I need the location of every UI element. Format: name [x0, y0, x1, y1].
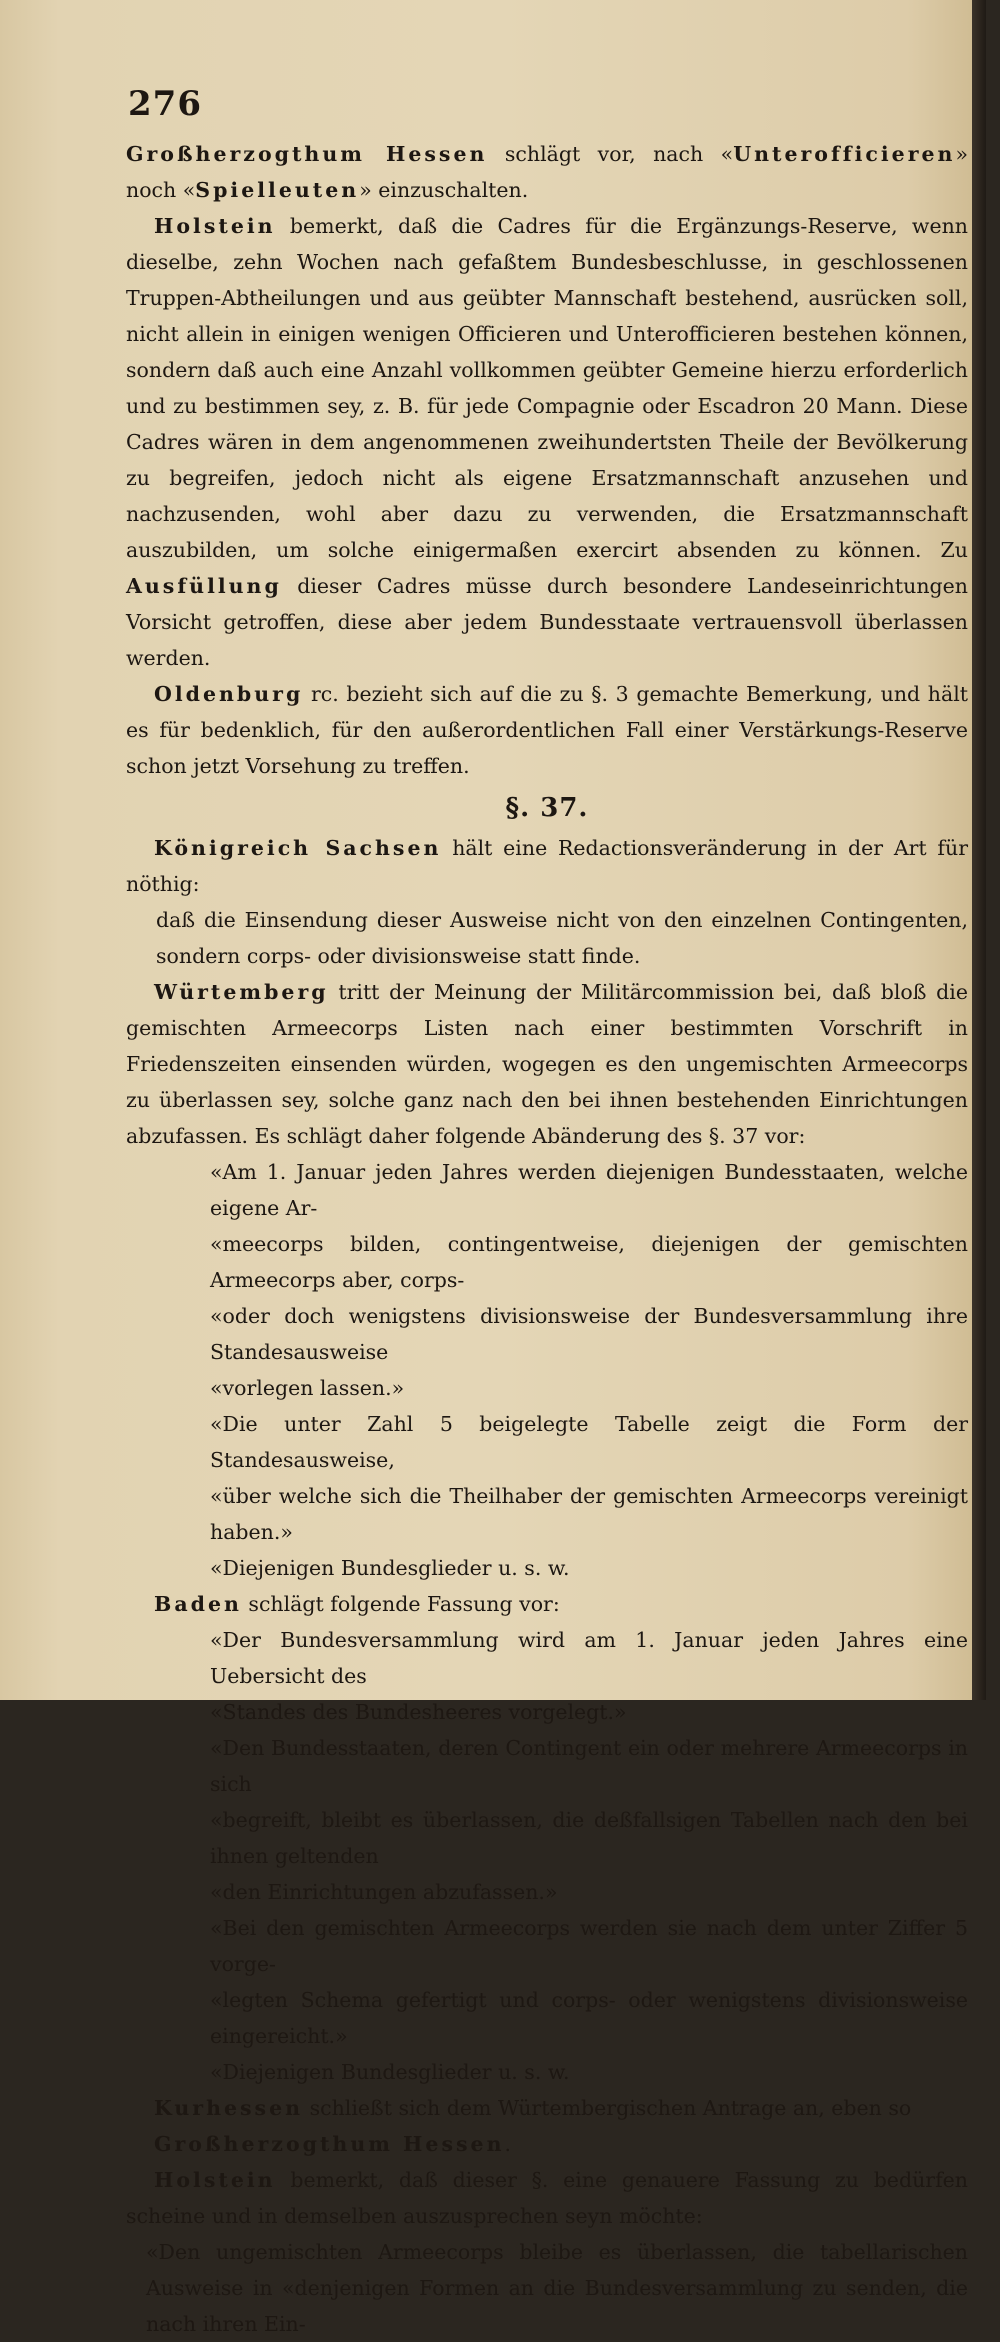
spaced-name: Großherzogthum Hessen [154, 2132, 505, 2156]
text-segment: «über welche sich die Theilhaber der gemischten Armeecorps vereinigt haben.» [210, 1484, 968, 1544]
paragraph [126, 1154, 968, 1226]
spaced-name: Unterofficieren [733, 142, 956, 166]
paragraph [126, 2162, 968, 2234]
text-segment: «Diejenigen Bundesglieder u. s. w. [210, 2060, 570, 2084]
paragraph [126, 1982, 968, 2054]
spaced-name: Holstein [154, 2168, 276, 2192]
paragraph [126, 2054, 968, 2090]
text-segment: «oder doch wenigstens divisionsweise der Bundesversammlung ihre Standesausweise [210, 1304, 968, 1364]
text-segment: §. 37. [505, 793, 589, 823]
section-heading [126, 790, 968, 826]
text-segment: bemerkt, daß dieser §. eine genauere Fassung zu bedürfen scheine und in demselben auszusprechen seyn möchte: [126, 2168, 968, 2228]
text-segment: . [504, 2132, 512, 2156]
text-segment: «vorlegen lassen.» [210, 1376, 405, 1400]
text-segment: schlägt folgende Fassung vor: [241, 1592, 560, 1616]
paragraph [126, 974, 968, 1154]
text-segment: «meecorps bilden, contingentweise, diejenigen der gemischten Armeecorps aber, corps- [210, 1232, 968, 1292]
page-text [126, 136, 968, 2342]
text-segment: daß die Einsendung dieser Ausweise nicht von den einzelnen Contingenten, sondern corps- oder divisionsweise statt finde. [156, 908, 968, 968]
text-segment: «Den ungemischten Armeecorps bleibe es überlassen, die tabellarischen Ausweise in «denjenigen Formen an die Bundesversammlung zu senden, die nach ihren Ein- [146, 2240, 968, 2336]
text-segment: bemerkt, daß die Cadres für die Ergänzungs-Reserve, wenn dieselbe, zehn Wochen nach gefaßtem Bundesbeschlusse, in geschlossenen Truppen-Abtheilungen und aus geübter Mannschaft bestehend, ausrücken soll, nicht allein in einigen wenigen Officieren und Unterofficieren bestehen können, sondern daß auch eine Anzahl vollkommen geübter Gemeine hierzu erforderlich und zu bestimmen sey, z. B. für jede Compagnie oder Escadron 20 Mann. Diese Cadres wären in dem angenommenen zweihundertsten Theile der Bevölkerung zu begreifen, jedoch nicht als eigene Ersatzmannschaft anzusehen und nachzusenden, wohl aber dazu zu verwenden, die Ersatzmannschaft auszubilden, um solche einigermaßen exercirt absenden zu können. Zu [126, 214, 968, 562]
paragraph [126, 136, 968, 208]
text-segment: tritt der Meinung der Militärcommission bei, daß bloß die gemischten Armeecorps Listen nach einer bestimmten Vorschrift in Friedenszeiten einsenden würden, wogegen es den ungemischten Armeecorps zu überlassen sey, solche ganz nach den bei ihnen bestehenden Einrichtungen abzufassen. Es schlägt daher folgende Abänderung des §. 37 vor: [126, 980, 968, 1148]
page-number: 276 [128, 84, 202, 124]
paragraph [126, 1298, 968, 1370]
text-segment: «legten Schema gefertigt und corps- oder wenigstens divisionsweise eingereicht.» [210, 1988, 968, 2048]
spaced-name: Königreich Sachsen [154, 836, 442, 860]
paragraph [126, 1622, 968, 1694]
paragraph [126, 2234, 968, 2342]
paragraph [126, 1406, 968, 1478]
text-segment: «Der Bundesversammlung wird am 1. Januar jeden Jahres eine Uebersicht des [210, 1628, 968, 1688]
spaced-name: Großherzogthum Hessen [126, 142, 488, 166]
text-segment: » noch « [126, 142, 968, 202]
page-edge [972, 0, 986, 1700]
text-segment: «begreift, bleibt es überlassen, die deßfallsigen Tabellen nach den bei ihnen geltenden [210, 1808, 968, 1868]
text-segment: dieser Cadres müsse durch besondere Landeseinrichtungen Vorsicht getroffen, diese aber jedem Bundesstaate vertrauensvoll überlassen werden. [126, 574, 968, 670]
text-segment: » einzuschalten. [359, 178, 529, 202]
spaced-name: Holstein [154, 214, 276, 238]
spaced-name: Baden [154, 1592, 242, 1616]
paragraph [126, 1802, 968, 1874]
paragraph [126, 1478, 968, 1550]
text-segment: «Diejenigen Bundesglieder u. s. w. [210, 1556, 570, 1580]
spaced-name: Kurhessen [154, 2096, 304, 2120]
paragraph [126, 1370, 968, 1406]
paragraph [126, 830, 968, 902]
spaced-name: Ausfüllung [126, 574, 282, 598]
paragraph [126, 1694, 968, 1730]
text-segment: schließt sich dem Würtembergischen Antrage an, eben so [303, 2096, 912, 2120]
paragraph [126, 676, 968, 784]
text-segment: «Bei den gemischten Armeecorps werden sie nach dem unter Ziffer 5 vorge- [210, 1916, 968, 1976]
spaced-name: Oldenburg [154, 682, 304, 706]
spaced-name: Spielleuten [195, 178, 360, 202]
text-segment: «Die unter Zahl 5 beigelegte Tabelle zeigt die Form der Standesausweise, [210, 1412, 968, 1472]
paragraph [126, 1550, 968, 1586]
paragraph [126, 1226, 968, 1298]
paragraph [126, 1586, 968, 1622]
text-segment: «Standes des Bundesheeres vorgelegt.» [210, 1700, 627, 1724]
text-segment: «den Einrichtungen abzufassen.» [210, 1880, 558, 1904]
text-segment: schlägt vor, nach « [487, 142, 734, 166]
paragraph [126, 902, 968, 974]
paragraph [126, 2090, 968, 2126]
text-segment: hält eine Redactionsveränderung in der Art für nöthig: [126, 836, 969, 896]
paragraph [126, 2126, 968, 2162]
paragraph [126, 1874, 968, 1910]
spaced-name: Würtemberg [154, 980, 329, 1004]
text-segment: «Am 1. Januar jeden Jahres werden diejenigen Bundesstaaten, welche eigene Ar- [210, 1160, 968, 1220]
paragraph [126, 1910, 968, 1982]
paragraph [126, 1730, 968, 1802]
text-segment: rc. bezieht sich auf die zu §. 3 gemachte Bemerkung, und hält es für bedenklich, für den außerordentlichen Fall einer Verstärkungs-Reserve schon jetzt Vorsehung zu treffen. [126, 682, 968, 778]
text-segment: «Den Bundesstaaten, deren Contingent ein oder mehrere Armeecorps in sich [210, 1736, 968, 1796]
paragraph [126, 208, 968, 676]
